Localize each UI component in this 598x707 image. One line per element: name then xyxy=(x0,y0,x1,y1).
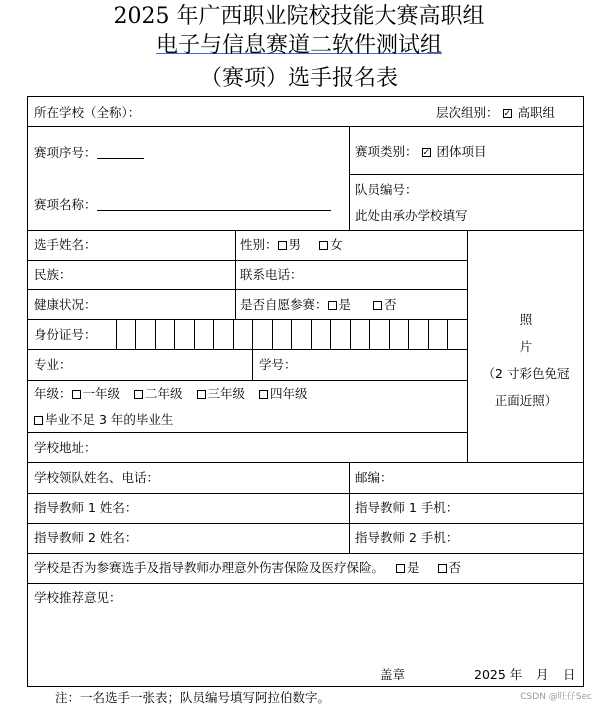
grade-group xyxy=(34,386,308,402)
divider xyxy=(27,523,584,524)
id-box-divider xyxy=(369,319,370,349)
divider xyxy=(27,289,467,290)
student-no-label: 学号： xyxy=(259,357,297,372)
photo-placeholder[interactable] xyxy=(467,306,585,414)
graduate-checkbox[interactable] xyxy=(34,416,43,425)
female-label: 女 xyxy=(330,237,343,252)
event-no-input[interactable] xyxy=(97,146,144,159)
id-box-divider xyxy=(272,319,273,349)
leader-label: 学校领队姓名、电话： xyxy=(34,470,160,485)
male-label: 男 xyxy=(288,237,302,252)
grade-1-checkbox[interactable] xyxy=(72,390,81,399)
divider xyxy=(27,260,467,261)
grade-1-label: 一年级 xyxy=(82,386,121,401)
grade-2-label: 二年级 xyxy=(145,386,183,401)
event-no-field xyxy=(34,145,144,161)
title-line-1: 2025 年广西职业院校技能大赛高职组 xyxy=(113,4,485,29)
seal-label: 盖章 xyxy=(380,667,406,682)
health-label: 健康状况： xyxy=(34,297,97,312)
id-no-label: 身份证号： xyxy=(34,327,97,342)
event-name-field xyxy=(34,197,331,213)
divider xyxy=(27,126,584,127)
teacher2-phone-label: 指导教师 2 手机： xyxy=(355,530,459,545)
voluntary-label: 是否自愿参赛： xyxy=(240,297,328,312)
teacher1-name-label: 指导教师 1 姓名： xyxy=(34,500,138,515)
divider xyxy=(27,230,584,231)
divider xyxy=(27,432,467,433)
insurance-label: 学校是否为参赛选手及指导教师办理意外伤害保险及医疗保险。 xyxy=(34,560,385,575)
female-checkbox[interactable] xyxy=(319,241,328,250)
level-group xyxy=(436,105,555,121)
member-no-label: 队员编号： xyxy=(355,182,418,197)
event-name-input[interactable] xyxy=(97,198,331,211)
grade-4-checkbox[interactable] xyxy=(259,390,268,399)
id-box-divider xyxy=(135,319,136,349)
event-type-value: 团体项目 xyxy=(436,144,487,159)
male-checkbox[interactable] xyxy=(278,241,287,250)
address-label: 学校地址： xyxy=(34,440,97,455)
insurance-no-checkbox[interactable] xyxy=(438,564,447,573)
id-box-divider xyxy=(330,319,331,349)
watermark: CSDN @旺仔Sec xyxy=(520,692,592,702)
gender-group xyxy=(240,237,343,253)
id-box-divider xyxy=(233,319,234,349)
voluntary-no-label: 否 xyxy=(384,297,397,312)
divider xyxy=(27,349,467,350)
divider xyxy=(27,493,584,494)
divider xyxy=(27,380,467,381)
title-line-2: 电子与信息赛道二软件测试组 xyxy=(155,33,442,58)
phone-label: 联系电话： xyxy=(240,267,303,282)
level-label: 层次组别： xyxy=(436,105,499,120)
date-month: 月 xyxy=(536,667,549,682)
photo-text-4: 正面近照） xyxy=(494,393,558,408)
divider xyxy=(27,319,467,320)
id-box-divider xyxy=(291,319,292,349)
grade-3-checkbox[interactable] xyxy=(197,390,206,399)
id-box-divider xyxy=(350,319,351,349)
school-label: 所在学校（全称）： xyxy=(34,105,141,120)
event-type-checkbox[interactable] xyxy=(422,148,431,157)
id-box-divider xyxy=(194,319,195,349)
footnote: 注：一名选手一张表；队员编号填写阿拉伯数字。 xyxy=(55,690,331,705)
teacher2-name-label: 指导教师 2 姓名： xyxy=(34,530,138,545)
insurance-yes-checkbox[interactable] xyxy=(396,564,405,573)
title-line-3: （赛项）选手报名表 xyxy=(199,66,398,91)
id-box-divider xyxy=(174,319,175,349)
divider xyxy=(349,126,350,230)
event-type-label: 赛项类别： xyxy=(355,144,418,159)
date-year: 2025 年 xyxy=(474,667,523,682)
divider xyxy=(349,174,584,175)
graduate-group xyxy=(34,412,173,428)
divider xyxy=(349,462,350,553)
id-box-divider xyxy=(408,319,409,349)
teacher1-phone-label: 指导教师 1 手机： xyxy=(355,500,459,515)
grade-label: 年级： xyxy=(34,386,72,401)
event-type-group xyxy=(355,144,487,160)
grade-2-checkbox[interactable] xyxy=(134,390,143,399)
insurance-group xyxy=(34,560,461,576)
insurance-no-label: 否 xyxy=(448,560,462,575)
id-box-divider xyxy=(252,319,253,349)
photo-text-1: 照 xyxy=(519,312,533,327)
divider xyxy=(27,583,584,584)
recommend-label: 学校推荐意见： xyxy=(34,590,122,605)
gender-label: 性别： xyxy=(240,237,278,252)
voluntary-group xyxy=(240,297,397,313)
id-box-divider xyxy=(213,319,214,349)
level-checkbox[interactable] xyxy=(503,109,512,118)
id-box-divider xyxy=(428,319,429,349)
graduate-label: 毕业不足 3 年的毕业生 xyxy=(45,412,174,427)
date-day: 日 xyxy=(563,667,576,682)
divider xyxy=(252,349,253,380)
major-label: 专业： xyxy=(34,357,72,372)
voluntary-yes-checkbox[interactable] xyxy=(328,301,337,310)
voluntary-no-checkbox[interactable] xyxy=(373,301,382,310)
id-box-divider xyxy=(155,319,156,349)
photo-text-2: 片 xyxy=(519,339,533,354)
id-box-divider xyxy=(389,319,390,349)
event-name-label: 赛项名称： xyxy=(34,197,97,212)
ethnicity-label: 民族： xyxy=(34,267,72,282)
id-box-divider xyxy=(447,319,448,349)
voluntary-yes-label: 是 xyxy=(338,297,352,312)
divider xyxy=(27,462,584,463)
event-no-label: 赛项序号： xyxy=(34,145,97,160)
id-box-divider xyxy=(311,319,312,349)
grade-4-label: 四年级 xyxy=(270,386,308,401)
insurance-yes-label: 是 xyxy=(407,560,420,575)
level-value: 高职组 xyxy=(517,105,555,120)
photo-text-3: （2 寸彩色免冠 xyxy=(482,366,570,381)
divider xyxy=(27,553,584,554)
divider xyxy=(235,230,236,319)
member-no-note: 此处由承办学校填写 xyxy=(355,208,468,223)
grade-3-label: 三年级 xyxy=(207,386,246,401)
postcode-label: 邮编： xyxy=(355,470,393,485)
name-label: 选手姓名： xyxy=(34,237,97,252)
id-box-divider xyxy=(116,319,117,349)
